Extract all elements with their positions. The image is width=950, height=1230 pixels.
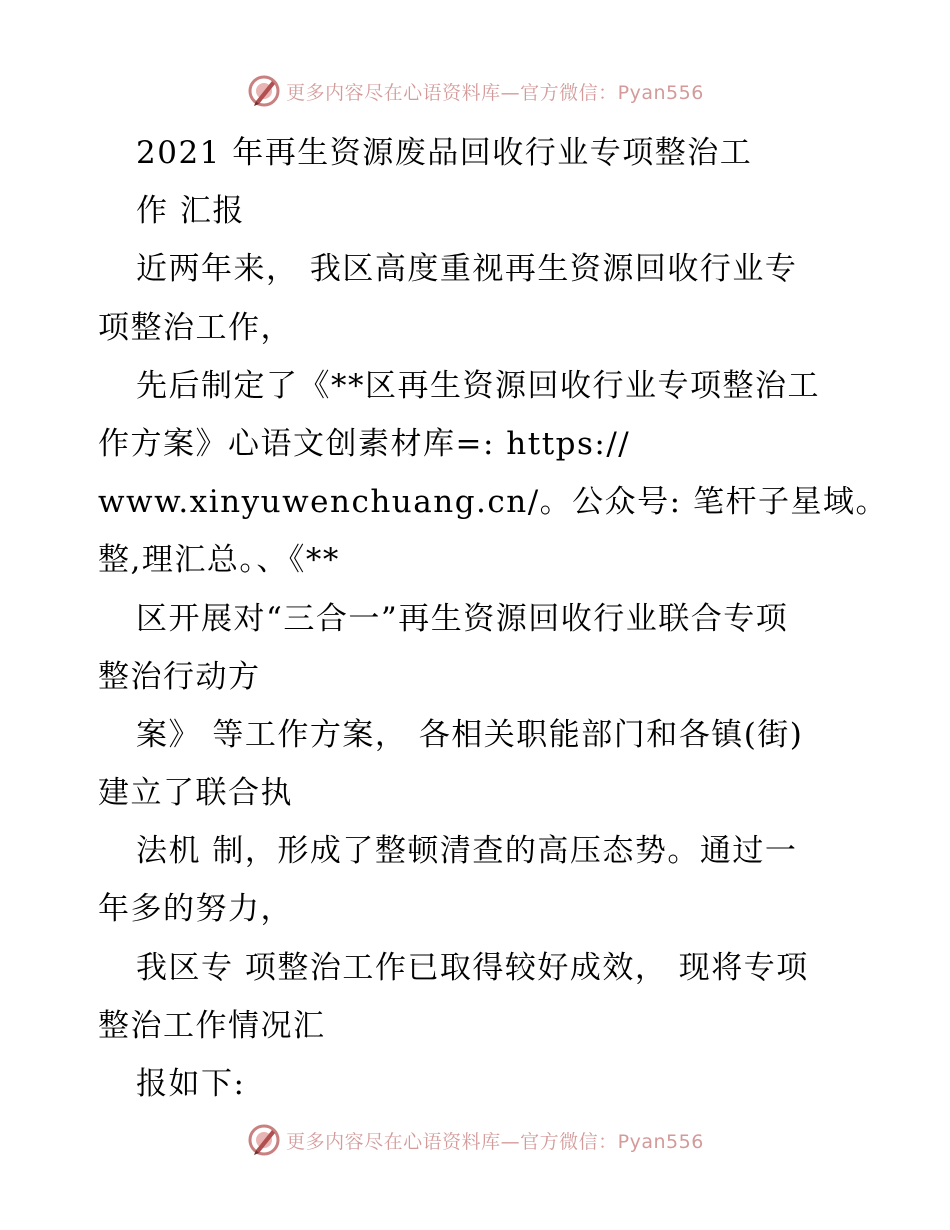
watermark-bottom [0, 1120, 950, 1160]
document-line: 整治行动方 [98, 658, 261, 695]
document-line: www.xinyuwenchuang.cn/。公众号: 笔杆子星域。 [98, 484, 888, 521]
document-line: 作 汇报 [136, 193, 245, 230]
document-line: 案》 等工作方案， 各相关职能部门和各镇(街) [136, 716, 804, 753]
pen-logo-icon [246, 73, 282, 109]
watermark-top [0, 71, 950, 111]
watermark-text: 更多内容尽在心语资料库—官方微信：Pyan556 [286, 1130, 704, 1153]
document-line: 年多的努力， [98, 891, 293, 928]
document-line: 建立了联合执 [98, 775, 293, 812]
document-line: 法机 制，形成了整顿清查的高压态势。通过一 [136, 833, 798, 870]
document-line: 整治工作情况汇 [98, 1007, 326, 1044]
document-line: 近两年来， 我区高度重视再生资源回收行业专 [136, 251, 798, 288]
document-line: 报如下: [136, 1066, 246, 1102]
document-line: 作方案》心语文创素材库=: https:// [98, 425, 631, 462]
document-line: 我区专 项整治工作已取得较好成效， 现将专项 [136, 949, 809, 986]
document-line: 整,理汇总。、《** [98, 542, 340, 579]
document-line: 项整治工作， [98, 309, 293, 346]
document-line: 区开展对“三合一”再生资源回收行业联合专项 [136, 600, 789, 637]
pen-logo-icon [246, 1122, 282, 1158]
document-body [98, 124, 888, 1113]
document-line: 先后制定了《**区再生资源回收行业专项整治工 [136, 367, 820, 404]
document-line: 2021 年再生资源废品回收行业专项整治工 [136, 135, 753, 171]
watermark-text: 更多内容尽在心语资料库—官方微信：Pyan556 [286, 81, 704, 104]
